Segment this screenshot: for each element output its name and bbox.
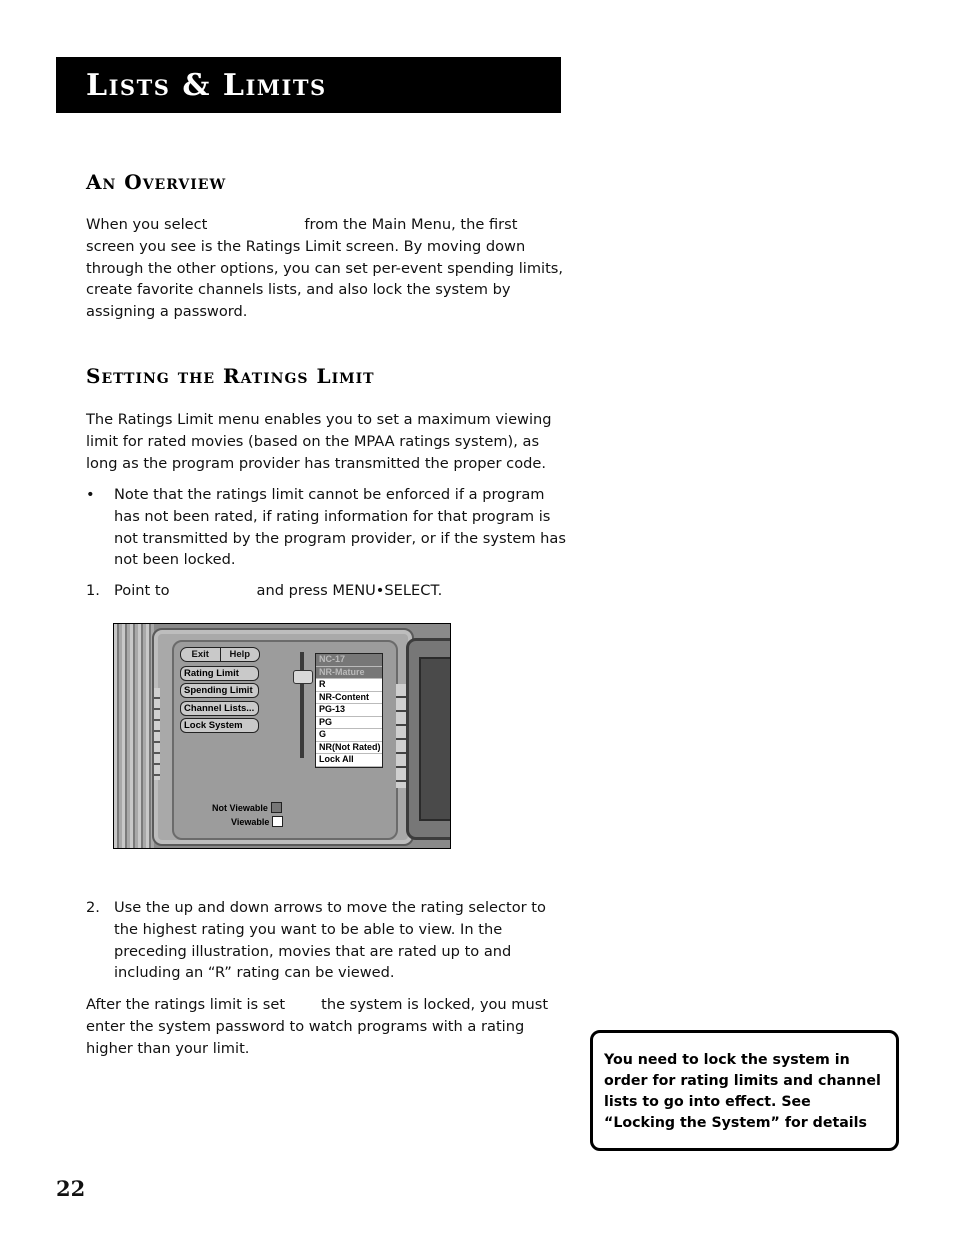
after-text-before: After the ratings limit is set	[86, 996, 286, 1013]
rating-slider-track	[300, 652, 304, 758]
bullet-marker: •	[86, 486, 95, 503]
menu-rating-limit[interactable]: Rating Limit	[180, 666, 259, 681]
note-text: You need to lock the system in order for rating limits and channel lists to go into effect. See “Locking the System” for details	[604, 1052, 881, 1131]
step-2	[86, 897, 566, 984]
left-tabs	[154, 688, 160, 780]
tv-preview	[419, 657, 451, 821]
rating-item-lock-all[interactable]: Lock All	[316, 754, 382, 767]
bullet-text: Note that the ratings limit cannot be enforced if a program has not been rated, if rating information for that program is not transmitted by the program provider, or if the system has not been locked.	[114, 486, 566, 569]
overview-heading: An Overview	[86, 170, 227, 194]
step-1	[86, 580, 566, 602]
step-1-marker: 1.	[86, 582, 100, 599]
menu-lock-system[interactable]: Lock System	[180, 718, 259, 733]
overview-text-before: When you select	[86, 216, 208, 233]
not-viewable-swatch	[271, 802, 282, 813]
step-2-text: Use the up and down arrows to move the rating selector to the highest rating you want to be able to view. In the preceding illustration, movies that are rated up to and including an “R” rating can be viewed.	[114, 899, 546, 982]
exit-help-buttons	[180, 647, 260, 662]
page-number: 22	[56, 1176, 86, 1201]
legend-not-viewable-label: Not Viewable	[212, 802, 268, 813]
rating-selector-thumb[interactable]	[293, 670, 313, 684]
chapter-header	[56, 57, 561, 113]
screen-left-stripes	[114, 624, 154, 848]
viewable-swatch	[272, 816, 283, 827]
exit-button[interactable]: Exit	[191, 649, 209, 660]
after-text-after: the system is locked, you must enter the system password to watch programs with a rating higher than your limit.	[86, 996, 549, 1057]
rating-item-nr-content[interactable]: NR-Content	[316, 692, 382, 705]
ratings-intro: The Ratings Limit menu enables you to set a maximum viewing limit for rated movies (based on the MPAA ratings system), as long as the program provider has transmitted the proper code.	[86, 411, 552, 472]
chapter-title: Lists & Limits	[86, 67, 327, 103]
menu-channel-lists[interactable]: Channel Lists...	[180, 701, 259, 716]
ratings-limit-screenshot	[113, 623, 451, 849]
rating-item-pg13[interactable]: PG-13	[316, 704, 382, 717]
overview-paragraph	[86, 214, 566, 323]
rating-item-pg[interactable]: PG	[316, 717, 382, 730]
note-box	[590, 1030, 899, 1151]
ratings-heading: Setting the Ratings Limit	[86, 364, 375, 388]
bullet-item	[86, 484, 566, 571]
rating-item-nr-mature[interactable]: NR-Mature	[316, 667, 382, 680]
rating-list	[315, 653, 383, 768]
legend-viewable	[231, 816, 283, 827]
step-1-text-before: Point to	[114, 582, 170, 599]
legend-viewable-label: Viewable	[231, 816, 270, 827]
right-tabs	[396, 684, 406, 788]
help-button[interactable]: Help	[220, 648, 260, 661]
menu-spending-limit[interactable]: Spending Limit	[180, 683, 259, 698]
step-2-marker: 2.	[86, 899, 100, 916]
step-1-text-after: and press MENU•SELECT.	[256, 582, 443, 599]
rating-item-g[interactable]: G	[316, 729, 382, 742]
rating-item-nr-not-rated[interactable]: NR(Not Rated)	[316, 742, 382, 755]
tv-frame	[406, 638, 451, 840]
rating-item-r[interactable]: R	[316, 679, 382, 692]
legend-not-viewable	[212, 802, 282, 813]
after-limit-paragraph	[86, 994, 556, 1059]
rating-item-nc17[interactable]: NC-17	[316, 654, 382, 667]
overview-text-after: from the Main Menu, the first screen you see is the Ratings Limit screen. By moving down through the other options, you can set per-event spending limits, create favorite channels lists, and also lock the system by assigning a password.	[86, 216, 564, 321]
